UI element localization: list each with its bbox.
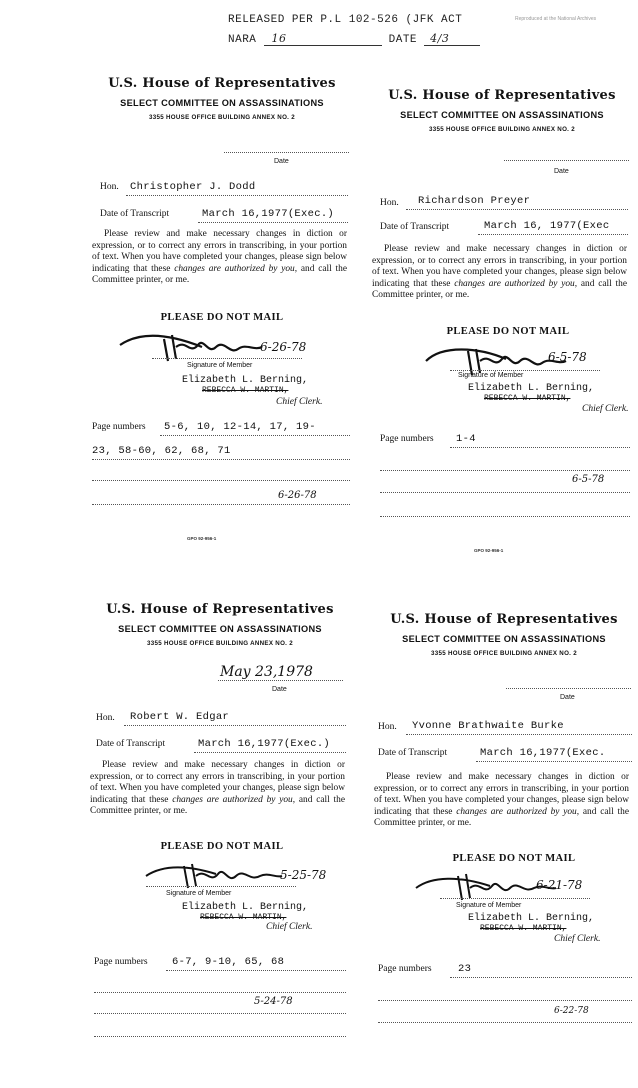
date-line [504,160,629,161]
please-do-not-mail: PLEASE DO NOT MAIL [452,853,576,864]
transcript-label: Date of Transcript [100,209,170,219]
member-line [126,195,348,196]
transcript-date: March 16,1977(Exec. [480,747,606,759]
pages-line-1 [160,435,350,436]
hon-label: Hon. [378,722,397,732]
clerk-name: Elizabeth L. Berning, [182,375,309,386]
date-label: Date [272,686,287,693]
instructions [92,229,347,287]
member-name: Christopher J. Dodd [130,181,256,193]
form-burke [374,608,638,1088]
chief-clerk-title: Chief Clerk. [554,934,601,944]
date-label: Date [560,694,575,701]
clerk-name: Elizabeth L. Berning, [468,383,595,394]
page-numbers-label: Page numbers [92,422,146,432]
please-do-not-mail: PLEASE DO NOT MAIL [160,312,284,323]
pages-line-4 [380,516,630,517]
signature-date: 6-5-78 [548,350,587,364]
committee-name: SELECT COMMITTEE ON ASSASSINATIONS [402,634,606,644]
form-edgar [90,598,360,1078]
chief-clerk-title: Chief Clerk. [276,397,323,407]
pages-line-3 [94,1013,346,1014]
return-date: 6-5-78 [572,474,605,485]
instructions-part1: Please review and make necessary changes in diction or expression, or to correct any errors in transcribing, in your portion of text. When you have completed your changes, please sign below indicating that these [372,244,627,289]
pages-line-2 [92,459,350,460]
instructions-emphasis: changes are authorized by you, [172,794,296,805]
committee-name: SELECT COMMITTEE ON ASSASSINATIONS [120,98,324,108]
pages-line-1 [166,970,346,971]
pages-line-1 [450,447,630,448]
page-numbers-label: Page numbers [380,434,434,444]
letterhead-title: U.S. House of Representatives [388,88,616,103]
chief-clerk-title: Chief Clerk. [582,404,629,414]
committee-name: SELECT COMMITTEE ON ASSASSINATIONS [400,110,604,120]
return-date: 6-26-78 [278,490,317,501]
transcript-date: March 16, 1977(Exec [484,220,610,232]
reproduced-note: Reproduced at the National Archives [515,16,597,22]
signature-date: 6-26-78 [260,340,307,354]
transcript-label: Date of Transcript [96,739,166,749]
signature-date: 6-21-78 [536,878,583,892]
transcript-line [194,752,346,753]
page-numbers-line1: 1-4 [456,433,476,445]
pages-line-1 [450,977,632,978]
signature-line [152,358,302,359]
date-stamp-value: 4/3 [424,32,480,46]
transcript-line [198,222,348,223]
pages-line-2 [380,470,630,471]
signature-line [450,370,600,371]
gpo-code: GPO 92-956-1 [474,548,504,553]
pages-line-4 [94,1036,346,1037]
release-text: RELEASED PER P.L 102-526 (JFK ACT [228,14,463,26]
page-numbers-label: Page numbers [94,957,148,967]
instructions-part1: Please review and make necessary changes in diction or expression, or to correct any errors in transcribing, in your portion of text. When you have completed your changes, please sign below indicating that these [92,229,347,274]
member-line [406,734,632,735]
instructions-part2: and call the Committee printer, or me. [90,794,346,817]
transcript-date: March 16,1977(Exec.) [198,738,331,750]
committee-address: 3355 HOUSE OFFICE BUILDING ANNEX NO. 2 [147,640,293,647]
form-dodd [92,72,362,552]
chief-clerk-title: Chief Clerk. [266,922,313,932]
page-numbers-line1: 6-7, 9-10, 65, 68 [172,956,285,968]
nara-value: 16 [264,32,382,46]
page-numbers-line2: 23, 58-60, 62, 68, 71 [92,445,231,457]
pages-line-2 [94,992,346,993]
clerk-struck-name: REBECCA W. MARTIN, [480,924,567,933]
signature-date: 5-25-78 [280,868,327,882]
clerk-struck-name: REBECCA W. MARTIN, [202,386,289,395]
instructions-part1: Please review and make necessary changes in diction or expression, or to correct any errors in transcribing, in your portion of text. When you have completed your changes, please sign below indicating that these [90,760,345,805]
pages-line-4 [92,504,350,505]
pages-line-3 [380,492,630,493]
date-line [506,688,631,689]
instructions-part2: and call the Committee printer, or me. [374,806,630,829]
member-name: Robert W. Edgar [130,711,230,723]
signature-label: Signature of Member [166,890,232,897]
committee-address: 3355 HOUSE OFFICE BUILDING ANNEX NO. 2 [431,650,577,657]
form-preyer [372,84,638,564]
transcript-date: March 16,1977(Exec.) [202,208,335,220]
hon-label: Hon. [96,713,115,723]
instructions [374,772,629,830]
member-name: Richardson Preyer [418,195,531,207]
instructions-part1: Please review and make necessary changes in diction or expression, or to correct any errors in transcribing, in your portion of text. When you have completed your changes, please sign below indicating that these [374,772,629,817]
hon-label: Hon. [100,182,119,192]
transcript-line [476,761,632,762]
instructions-emphasis: changes are authorized by you, [456,806,580,817]
committee-address: 3355 HOUSE OFFICE BUILDING ANNEX NO. 2 [149,114,295,121]
clerk-struck-name: REBECCA W. MARTIN, [484,394,571,403]
instructions-part2: and call the Committee printer, or me. [92,263,348,286]
gpo-code: GPO 92-956-1 [187,536,217,541]
pages-line-2 [378,1000,632,1001]
date-line [218,680,343,681]
member-name: Yvonne Brathwaite Burke [412,720,564,732]
member-line [406,209,628,210]
signature-label: Signature of Member [456,902,522,909]
nara-stamp [228,32,480,46]
release-stamp [228,14,462,26]
date-line [224,152,349,153]
page-numbers-line1: 5-6, 10, 12-14, 17, 19- [164,421,316,433]
page-numbers-line1: 23 [458,963,472,975]
instructions-emphasis: changes are authorized by you, [454,278,578,289]
signature-label: Signature of Member [187,362,253,369]
date-label: Date [274,158,289,165]
pages-line-3 [378,1022,632,1023]
please-do-not-mail: PLEASE DO NOT MAIL [160,841,284,852]
clerk-name: Elizabeth L. Berning, [182,902,309,913]
return-date: 6-22-78 [554,1006,589,1016]
nara-label: NARA [228,34,257,46]
date-label: Date [554,168,569,175]
clerk-name: Elizabeth L. Berning, [468,913,595,924]
letterhead-title: U.S. House of Representatives [390,612,618,627]
committee-address: 3355 HOUSE OFFICE BUILDING ANNEX NO. 2 [429,126,575,133]
committee-name: SELECT COMMITTEE ON ASSASSINATIONS [118,624,322,634]
page-numbers-label: Page numbers [378,964,432,974]
please-do-not-mail: PLEASE DO NOT MAIL [446,326,570,337]
letterhead-title: U.S. House of Representatives [106,602,334,617]
hon-label: Hon. [380,198,399,208]
clerk-struck-name: REBECCA W. MARTIN, [200,913,287,922]
pages-line-3 [92,480,350,481]
transcript-label: Date of Transcript [380,222,450,232]
written-date: May 23,1978 [220,664,313,680]
signature-label: Signature of Member [458,372,524,379]
transcript-label: Date of Transcript [378,748,448,758]
letterhead-title: U.S. House of Representatives [108,76,336,91]
transcript-line [478,234,628,235]
instructions [372,244,627,302]
instructions-emphasis: changes are authorized by you, [174,263,298,274]
member-line [124,725,346,726]
signature-line [146,886,296,887]
date-stamp-label: DATE [388,34,418,46]
return-date: 5-24-78 [254,996,293,1007]
signature-line [440,898,590,899]
instructions [90,760,345,818]
instructions-part2: and call the Committee printer, or me. [372,278,628,301]
